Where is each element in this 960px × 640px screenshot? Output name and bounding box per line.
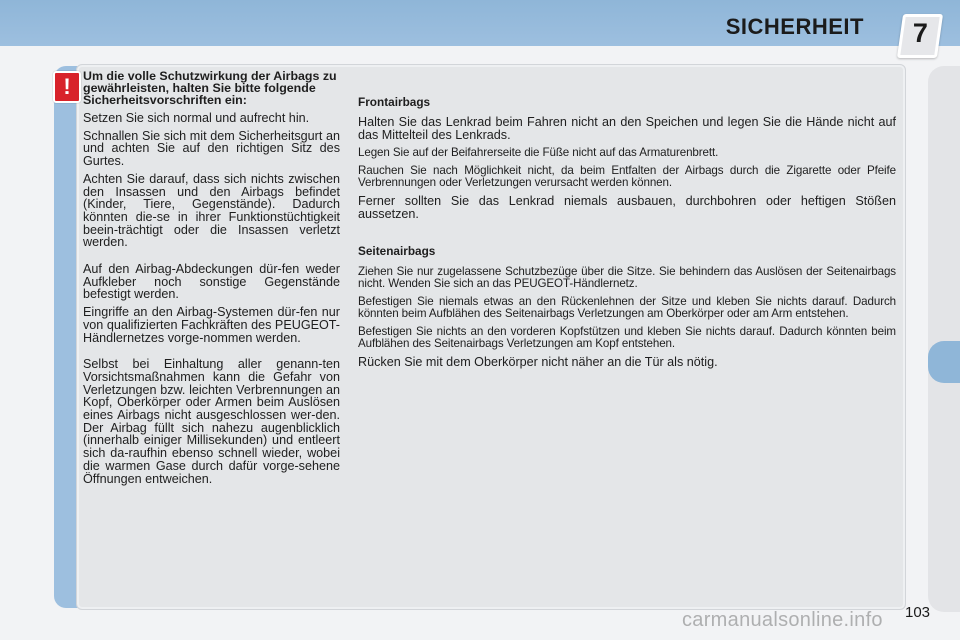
exclamation-warning-icon: ! — [53, 71, 81, 103]
warning-paragraph: Eingriffe an den Airbag-Systemen dür-fen nur von qualifizierten Fachkräften des PEUGEOT-Händlernetzes vorge-nommen werden. — [83, 305, 340, 345]
warning-paragraph: Achten Sie darauf, dass sich nichts zwischen den Insassen und den Airbags befindet (Kinder, Tiere, Gegenstände). Dadurch könnten die-se in ihrer Funktionstüchtigkeit beein-trächtigt oder die Insassen verletzt werden. — [83, 171, 340, 250]
chapter-tab-active — [928, 341, 960, 383]
warning-column — [83, 70, 340, 490]
frontairbags-paragraph: Legen Sie auf der Beifahrerseite die Füße nicht auf das Armaturenbrett. — [358, 146, 719, 159]
seitenairbags-paragraph: Befestigen Sie nichts an den vorderen Kopfstützen und kleben Sie nichts darauf. Dadurch könnten beim Aufblähen des Seitenairbags Verletzungen am Kopf entstehen. — [358, 324, 896, 350]
warning-paragraph: Schnallen Sie sich mit dem Sicherheitsgurt an und achten Sie auf den richtigen Sitz des Gurtes. — [83, 128, 340, 169]
section-title: SICHERHEIT — [725, 14, 864, 39]
chapter-tab-rail — [928, 66, 960, 612]
airbag-instructions — [358, 96, 896, 374]
frontairbags-heading: Frontairbags — [358, 95, 431, 109]
frontairbags-paragraph: Rauchen Sie nach Möglichkeit nicht, da beim Entfalten der Airbags durch die Zigarette oder Pfeife Verbrennungen oder Verletzungen verursacht werden können. — [358, 163, 896, 189]
chapter-badge — [897, 14, 943, 58]
warning-paragraph: Selbst bei Einhaltung aller genann-ten Vorsichtsmaßnahmen kann die Gefahr von Verletzungen bzw. leichten Verbrennungen an Kopf, Oberkörper oder Armen beim Auslösen eines Airbags nicht ausgeschlossen wer-den. Der Airbag füllt sich nahezu augenblicklich (innerhalb einiger Millisekunden) und entleert sich da-raufhin ebenso schnell wieder, wobei die warmen Gase durch dafür vorge-sehene Öffnungen entweichen. — [83, 357, 340, 486]
warning-lead: Um die volle Schutzwirkung der Airbags zu gewährleisten, halten Sie bitte folgende Sicherheitsvorschriften ein: — [83, 69, 337, 107]
page-number: 103 — [905, 604, 931, 621]
warning-paragraph: Auf den Airbag-Abdeckungen dür-fen weder Aufkleber noch sonstige Gegenstände befestigt werden. — [83, 262, 340, 302]
seitenairbags-paragraph: Rücken Sie mit dem Oberkörper nicht näher an die Tür als nötig. — [358, 354, 718, 369]
frontairbags-paragraph: Halten Sie das Lenkrad beim Fahren nicht an den Speichen und legen Sie die Hände nicht auf das Mittelteil des Lenkrads. — [358, 115, 896, 142]
watermark: carmanualsonline.info — [682, 609, 883, 631]
frontairbags-paragraph: Ferner sollten Sie das Lenkrad niemals ausbauen, durchbohren oder heftigen Stößen aussetzen. — [358, 193, 896, 221]
seitenairbags-heading: Seitenairbags — [358, 243, 436, 258]
seitenairbags-paragraph: Ziehen Sie nur zugelassene Schutzbezüge über die Sitze. Sie behindern das Auslösen der Seitenairbags nicht. Wenden Sie sich an das PEUGEOT-Händlernetz. — [358, 264, 896, 290]
warning-paragraph: Setzen Sie sich normal und aufrecht hin. — [83, 111, 310, 125]
seitenairbags-paragraph: Befestigen Sie niemals etwas an den Rückenlehnen der Sitze und kleben Sie nichts darauf. Dadurch könnten beim Aufblähen des Seitenairbags Verletzungen am Oberkörper oder am Arm entstehen. — [358, 294, 896, 320]
chapter-number: 7 — [912, 18, 928, 48]
warning-sidebar — [54, 66, 78, 608]
